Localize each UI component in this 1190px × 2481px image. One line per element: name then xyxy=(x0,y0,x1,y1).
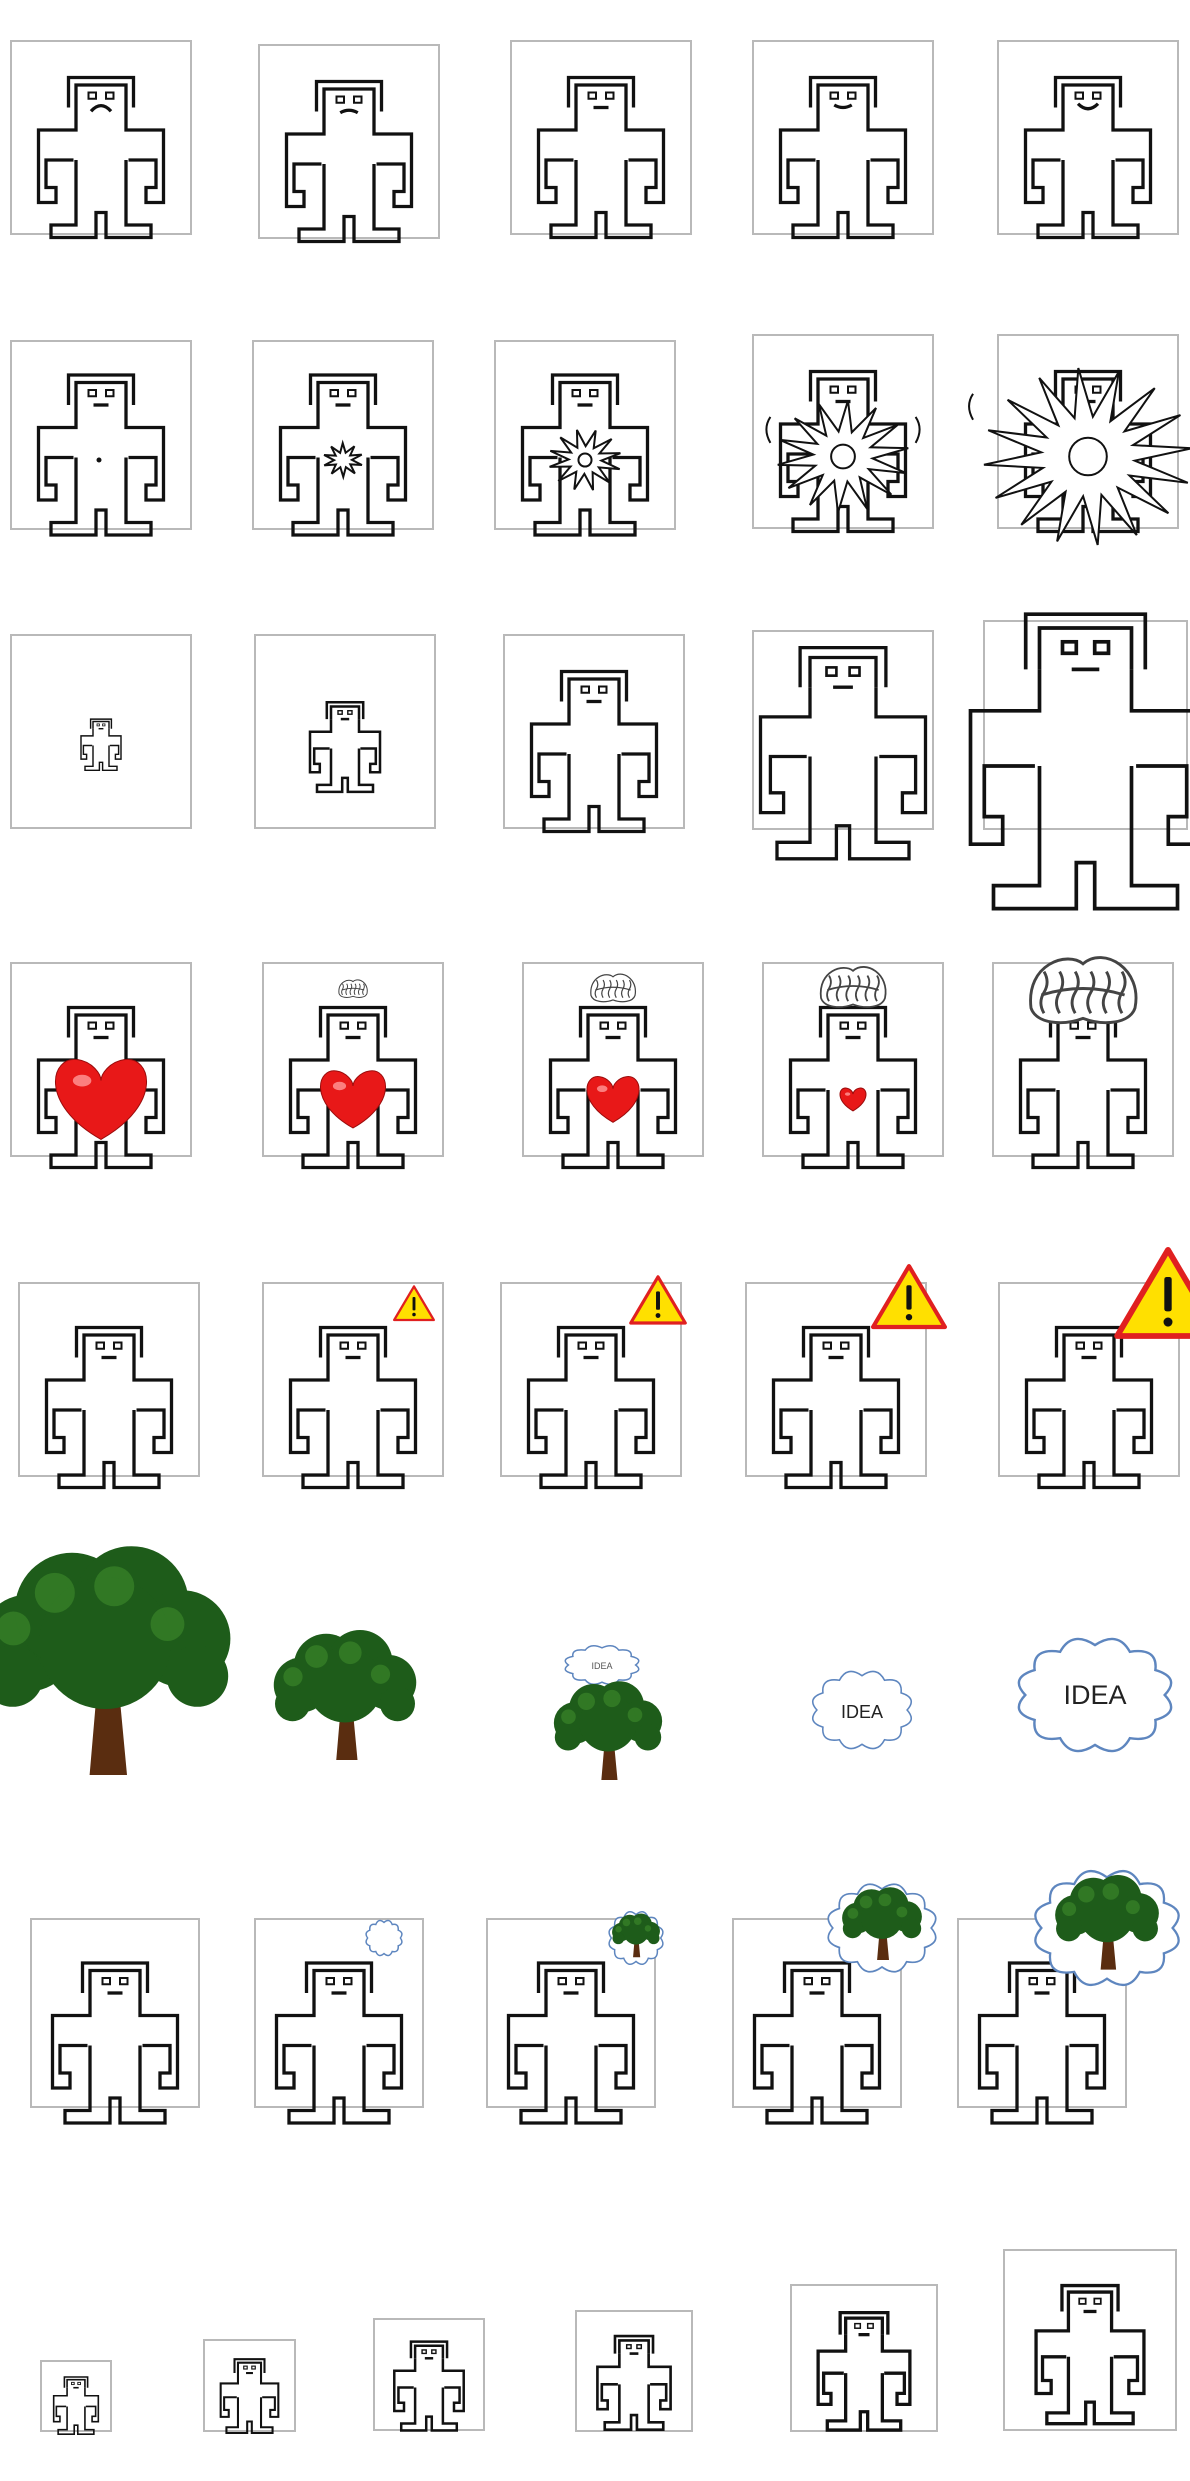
sam-figure xyxy=(54,2377,99,2434)
sam-figure xyxy=(53,1963,178,2123)
sam-figure xyxy=(221,2359,279,2433)
sam-figure xyxy=(980,1963,1105,2123)
sam-figure xyxy=(81,719,121,770)
heart-icon xyxy=(55,1059,146,1139)
sam-figure xyxy=(1026,78,1151,238)
tree-icon xyxy=(274,1630,417,1760)
aoa-figure-size-3-figure xyxy=(373,2318,485,2431)
arousal-medium-splat-figure xyxy=(494,340,676,530)
brain-icon xyxy=(339,980,367,998)
heart-icon xyxy=(587,1077,639,1123)
sam-figure xyxy=(791,1008,916,1168)
imageability-medium-tree-cloud-figure xyxy=(732,1918,902,2108)
arousal-mark xyxy=(97,458,102,463)
sam-figure xyxy=(971,614,1190,908)
sam-figure xyxy=(1021,1008,1146,1168)
sam-figure xyxy=(818,2313,910,2430)
heart-icon xyxy=(320,1071,385,1128)
valence-smile-strong-figure xyxy=(997,40,1179,235)
warning-icon xyxy=(631,1277,686,1323)
dominance-tiny-figure-figure xyxy=(10,634,192,829)
aoa-figure-size-4-figure xyxy=(575,2310,693,2432)
idea-cloud-label: IDEA xyxy=(591,1661,613,1671)
sam-figure xyxy=(532,672,657,832)
sam-figure xyxy=(781,78,906,238)
valence-frown-slight-figure xyxy=(258,44,440,239)
arousal-burst xyxy=(324,443,362,477)
idea-cloud-label: IDEA xyxy=(840,1702,884,1722)
thought-cloud-icon xyxy=(366,1920,402,1955)
dominance-small-figure-figure xyxy=(254,634,436,829)
significance-no-warning-figure xyxy=(18,1282,200,1477)
arousal-dot-figure xyxy=(10,340,192,530)
idea-cloud-label: IDEA xyxy=(1063,1680,1127,1710)
significance-small-warning-figure xyxy=(500,1282,682,1477)
valence-neutral-figure xyxy=(510,40,692,235)
imageability-no-cloud-figure xyxy=(30,1918,200,2108)
valence-frown-strong-figure xyxy=(10,40,192,235)
aoa-figure-size-1-figure xyxy=(40,2360,112,2432)
brain-icon xyxy=(1031,958,1136,1023)
dominance-medium-figure-figure xyxy=(503,634,685,829)
sam-figure xyxy=(277,1963,402,2123)
arousal-explosion-figure xyxy=(997,334,1179,529)
significance-tiny-warning-figure xyxy=(262,1282,444,1477)
sam-figure xyxy=(509,1963,634,2123)
sam-figure xyxy=(287,82,412,242)
tree-icon xyxy=(0,1546,230,1775)
sam-figure xyxy=(597,2336,670,2430)
origin-big-brain-figure xyxy=(992,962,1174,1157)
brain-icon xyxy=(591,974,636,1002)
imageability-large-tree-cloud-figure xyxy=(957,1918,1127,2108)
significance-big-warning-figure xyxy=(998,1282,1180,1477)
sam-figure xyxy=(529,1328,654,1488)
sam-figure xyxy=(310,702,380,792)
brain-icon xyxy=(821,967,886,1007)
aoa-figure-size-5-figure xyxy=(790,2284,938,2432)
tree-icon xyxy=(554,1681,662,1780)
sam-figure xyxy=(761,648,926,859)
concreteness-figures xyxy=(0,1600,1190,1795)
significance-medium-warning-figure xyxy=(745,1282,927,1477)
sam-figure xyxy=(1036,2286,1144,2424)
aoa-figure-size-2-figure xyxy=(203,2339,296,2432)
sam-figure xyxy=(755,1963,880,2123)
sam-figure xyxy=(39,78,164,238)
sam-figure xyxy=(539,78,664,238)
origin-heart-small-brain-figure xyxy=(262,962,444,1157)
arousal-large-burst-figure xyxy=(752,334,934,529)
sam-figure xyxy=(47,1328,172,1488)
aoa-figure-size-6-figure xyxy=(1003,2249,1177,2431)
imageability-small-tree-cloud-figure xyxy=(486,1918,656,2108)
sam-figure xyxy=(291,1328,416,1488)
sam-figure xyxy=(394,2342,463,2431)
dominance-large-figure-figure xyxy=(752,630,934,830)
dominance-huge-figure-figure xyxy=(983,620,1188,830)
warning-icon xyxy=(873,1266,945,1327)
arousal-small-spark-figure xyxy=(252,340,434,530)
sam-figure xyxy=(39,375,164,535)
origin-equal-heart-brain-figure xyxy=(522,962,704,1157)
heart-icon xyxy=(840,1088,866,1111)
imageability-empty-thought-cloud-figure xyxy=(254,1918,424,2108)
warning-icon xyxy=(1117,1250,1190,1336)
valence-smile-slight-figure xyxy=(752,40,934,235)
sam-figure xyxy=(1027,1328,1152,1488)
sam-figure xyxy=(774,1328,899,1488)
warning-icon xyxy=(394,1286,434,1320)
origin-small-heart-big-brain-figure xyxy=(762,962,944,1157)
arousal-burst xyxy=(969,368,1190,545)
origin-big-heart-figure xyxy=(10,962,192,1157)
